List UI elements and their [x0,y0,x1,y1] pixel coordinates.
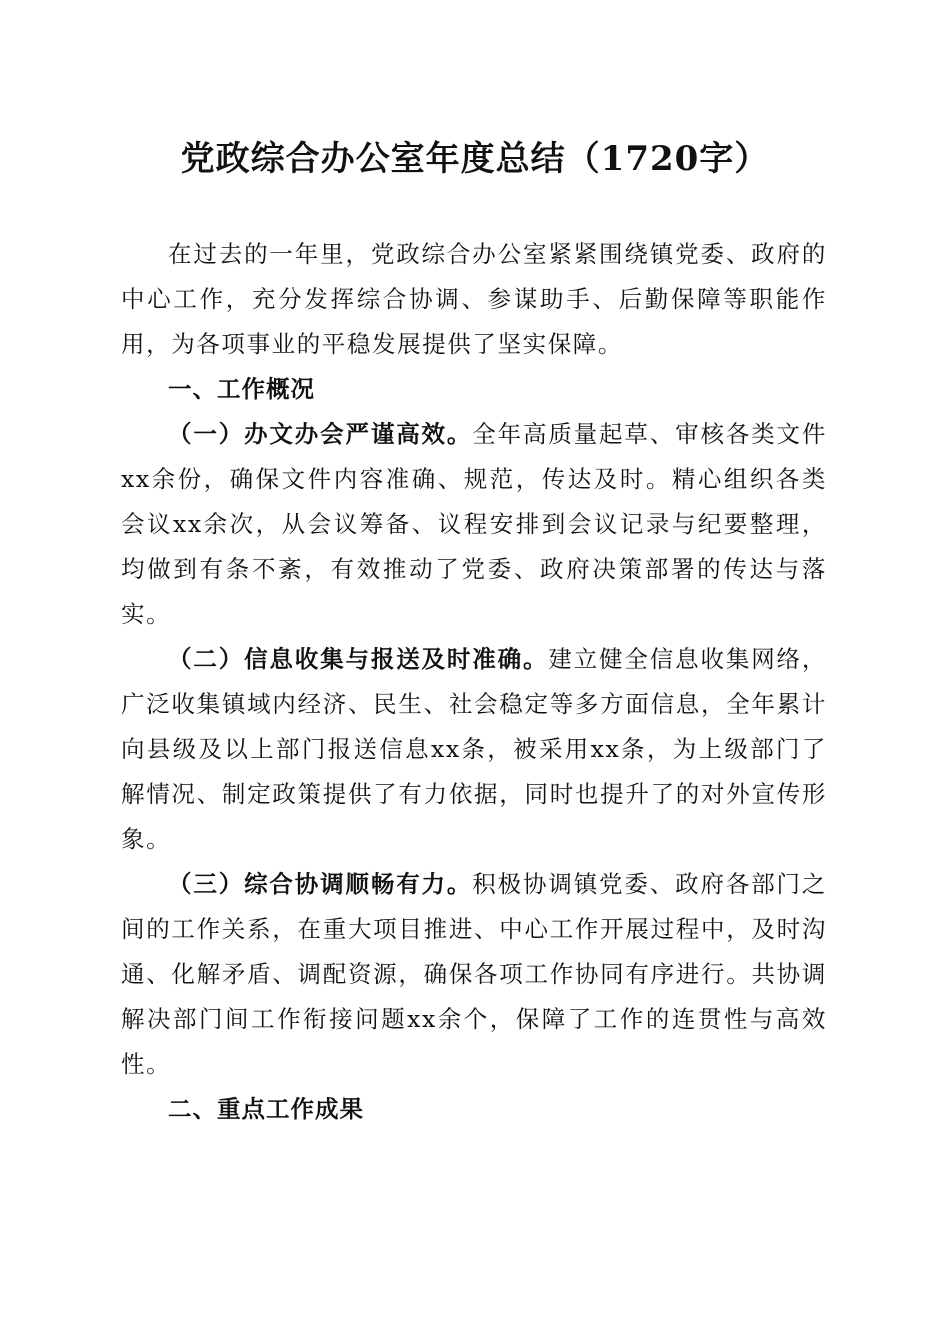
item-text-1: 全年高质量起草、审核各类文件xx余份，确保文件内容准确、规范，传达及时。精心组织各类会议xx余次，从会议筹备、议程安排到会议记录与纪要整理，均做到有条不紊，有效推动了党委、政府决策部署的传达与落实。 [121,420,828,628]
item-paragraph-3 [121,862,827,1087]
item-text-3: 积极协调镇党委、政府各部门之间的工作关系，在重大项目推进、中心工作开展过程中，及时沟通、化解矛盾、调配资源，确保各项工作协同有序进行。共协调解决部门间工作衔接问题xx余个，保障了工作的连贯性与高效性。 [121,870,828,1078]
item-lead-3: （三）综合协调顺畅有力。 [168,870,473,898]
item-text-2: 建立健全信息收集网络，广泛收集镇域内经济、民生、社会稳定等多方面信息，全年累计向县级及以上部门报送信息xx条，被采用xx条，为上级部门了解情况、制定政策提供了有力依据，同时也提升了的对外宣传形象。 [121,645,827,853]
item-lead-1: （一）办文办会严谨高效。 [168,420,473,448]
document-body [121,232,827,1132]
document-title: 党政综合办公室年度总结（1720字） [180,139,770,179]
item-paragraph-2 [121,637,827,862]
intro-paragraph: 在过去的一年里，党政综合办公室紧紧围绕镇党委、政府的中心工作，充分发挥综合协调、参谋助手、后勤保障等职能作用，为各项事业的平稳发展提供了坚实保障。 [121,240,827,358]
section-heading-results: 二、重点工作成果 [168,1095,364,1123]
section-heading-overview: 一、工作概况 [168,375,315,403]
item-paragraph-1 [121,412,827,637]
item-lead-2: （二）信息收集与报送及时准确。 [168,645,549,673]
